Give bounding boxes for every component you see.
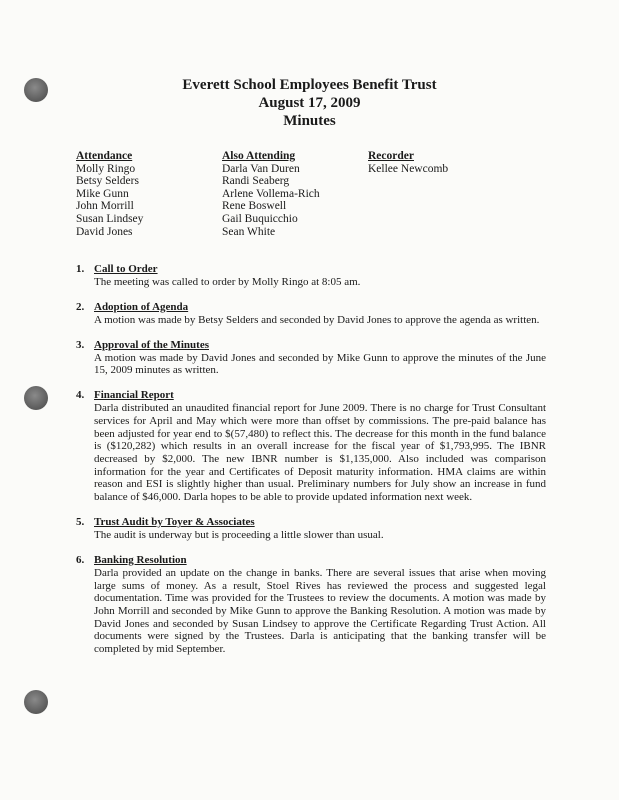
also-attending-heading: Also Attending bbox=[222, 150, 296, 162]
agenda-item-trust-audit bbox=[76, 516, 546, 541]
org-title: Everett School Employees Benefit Trust bbox=[182, 77, 437, 93]
recorder-heading: Recorder bbox=[368, 150, 414, 162]
guest-name: Sean White bbox=[222, 225, 276, 238]
attendee-name: Susan Lindsey bbox=[76, 212, 144, 225]
guest-name: Darla Van Duren bbox=[222, 162, 300, 175]
agenda-items bbox=[76, 263, 546, 668]
item-body: A motion was made by David Jones and seconded by Mike Gunn to approve the minutes of the June 15, 2009 minutes as written. bbox=[94, 351, 546, 377]
attendee-name: Betsy Selders bbox=[76, 175, 139, 188]
attendee-name: David Jones bbox=[76, 225, 133, 238]
item-body: The meeting was called to order by Molly Ringo at 8:05 am. bbox=[94, 275, 361, 288]
item-number: 1. bbox=[76, 263, 85, 275]
guest-name: Rene Boswell bbox=[222, 200, 287, 213]
guest-name: Arlene Vollema-Rich bbox=[222, 187, 320, 200]
document-type: Minutes bbox=[283, 113, 336, 129]
item-body: The audit is underway but is proceeding a little slower than usual. bbox=[94, 528, 384, 541]
item-title: Banking Resolution bbox=[94, 554, 187, 567]
item-number: 4. bbox=[76, 389, 85, 402]
item-body: Darla provided an update on the change in banks. There are several issues that arise when moving large sums of money. As a result, Stoel Rives has reviewed the process and suggested legal documentation. Time was provided for the Trustees to review the documents. A motion was made by John Morrill and seconded by Mike Gunn to approve the Banking Resolution. A motion was made by David Jones and seconded by Susan Lindsey to approve the Certificate Regarding Trust Action. All documents were signed by the Trustees. Darla is anticipating that the banking transfer will be completed by mid September. bbox=[94, 566, 546, 656]
attendee-name: Molly Ringo bbox=[76, 162, 136, 175]
document-header bbox=[0, 76, 619, 130]
agenda-item-call-to-order bbox=[76, 263, 546, 288]
punch-hole-middle bbox=[24, 386, 48, 410]
item-number: 2. bbox=[76, 300, 85, 313]
also-attending-column bbox=[222, 150, 320, 238]
guest-name: Randi Seaberg bbox=[222, 175, 290, 188]
item-number: 5. bbox=[76, 516, 85, 529]
item-title: Adoption of Agenda bbox=[94, 300, 189, 313]
punch-hole-bottom bbox=[24, 690, 48, 714]
attendance-heading: Attendance bbox=[76, 150, 133, 162]
item-title: Financial Report bbox=[94, 389, 174, 402]
item-body: Darla distributed an unaudited financial report for June 2009. There is no charge for Trust Consultant services for April and May which were more than offset by commissions. The pre-paid balance has been adjusted for year end to $(57,480) to reflect this. The decrease for this month in the fund balance is ($120,282) which results in an overall increase for the fiscal year of $1,793,995. The IBNR decreased by $2,000. The new IBNR number is $1,135,000. Also included was comparison information for the year and Certificates of Deposit maturity information. HMA claims are within reason and ESI is slightly higher than usual. Preliminary numbers for July show an increase in fund balance of $46,000. Darla hopes to be able to provide updated information next week. bbox=[94, 402, 546, 504]
recorder-name: Kellee Newcomb bbox=[368, 162, 449, 175]
agenda-item-adoption-of-agenda bbox=[76, 301, 546, 326]
attendee-name: Mike Gunn bbox=[76, 187, 129, 200]
meeting-date: August 17, 2009 bbox=[258, 95, 361, 111]
agenda-item-banking-resolution bbox=[76, 554, 546, 656]
agenda-item-approval-of-minutes bbox=[76, 339, 546, 377]
item-body: A motion was made by Betsy Selders and seconded by David Jones to approve the agenda as written. bbox=[94, 313, 540, 326]
item-number: 6. bbox=[76, 554, 85, 567]
item-number: 3. bbox=[76, 338, 85, 351]
guest-name: Gail Buquicchio bbox=[222, 212, 298, 225]
item-title: Call to Order bbox=[94, 263, 158, 275]
recorder-column bbox=[368, 150, 448, 175]
attendance-column bbox=[76, 150, 143, 238]
attendee-name: John Morrill bbox=[76, 200, 134, 213]
item-title: Approval of the Minutes bbox=[94, 338, 209, 351]
item-title: Trust Audit by Toyer & Associates bbox=[94, 516, 255, 529]
agenda-item-financial-report bbox=[76, 389, 546, 503]
